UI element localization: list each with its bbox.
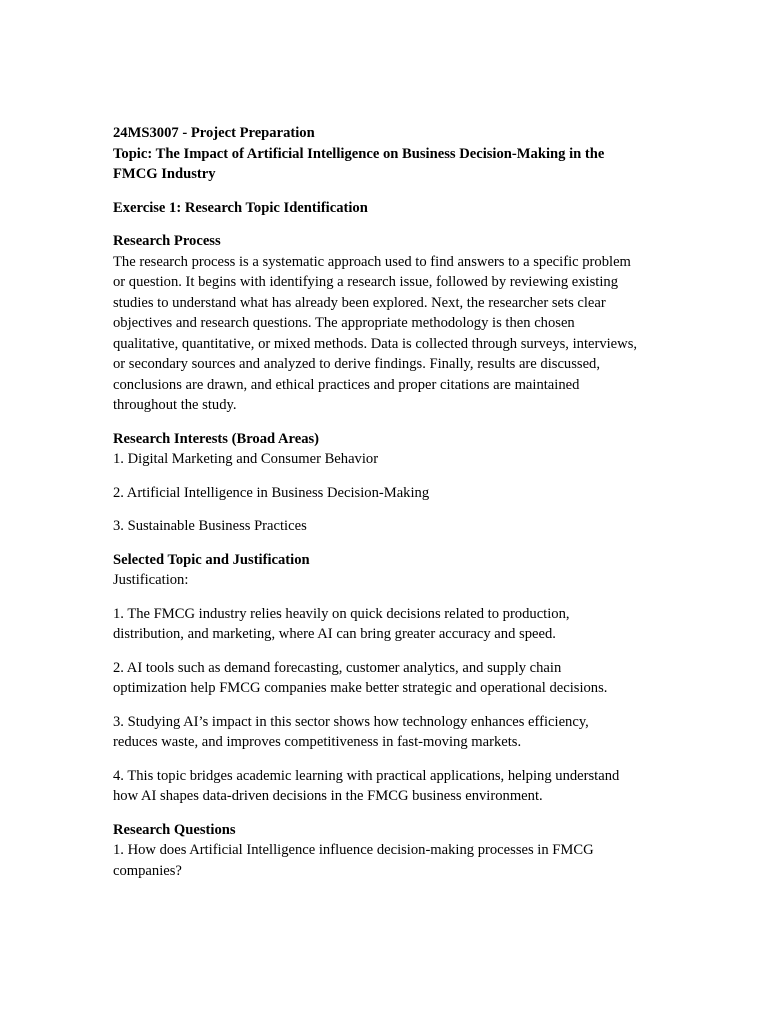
- justification-point-1: [113, 604, 658, 645]
- justification-point-4: [113, 766, 658, 807]
- justification-line: 1. The FMCG industry relies heavily on quick decisions related to production,: [113, 605, 570, 622]
- justification-line: optimization help FMCG companies make better strategic and operational decisions.: [113, 680, 608, 696]
- topic-title-line-1: Topic: The Impact of Artificial Intelligence on Business Decision-Making in the: [113, 145, 605, 162]
- selected-topic-section: [113, 550, 658, 591]
- justification-line: distribution, and marketing, where AI can bring greater accuracy and speed.: [113, 626, 556, 642]
- justification-line: reduces waste, and improves competitiveness in fast-moving markets.: [113, 734, 522, 750]
- exercise-section: [113, 198, 658, 219]
- research-process-line: conclusions are drawn, and ethical practices and proper citations are maintained: [113, 376, 580, 393]
- research-question-1-line-1: 1. How does Artificial Intelligence influence decision-making processes in FMCG: [113, 842, 594, 858]
- justification-line: how AI shapes data-driven decisions in the FMCG business environment.: [113, 788, 543, 804]
- document-header: [113, 123, 658, 185]
- research-process-line: objectives and research questions. The appropriate methodology is then chosen: [113, 315, 575, 331]
- interest-item-block: [113, 483, 658, 504]
- research-question-1-line-2: companies?: [113, 862, 182, 879]
- justification-point-3: [113, 712, 658, 753]
- interest-item-1: 1. Digital Marketing and Consumer Behavior: [113, 451, 379, 467]
- selected-topic-heading: Selected Topic and Justification: [113, 551, 310, 568]
- research-process-line: The research process is a systematic approach used to find answers to a specific problem: [113, 253, 631, 270]
- exercise-heading: Exercise 1: Research Topic Identification: [113, 199, 368, 216]
- document-page: [113, 123, 658, 894]
- research-process-line: studies to understand what has already been explored. Next, the researcher sets clear: [113, 294, 606, 311]
- justification-line: 2. AI tools such as demand forecasting, customer analytics, and supply chain: [113, 659, 562, 676]
- interest-item-block: [113, 516, 658, 537]
- research-interests-section: [113, 429, 658, 470]
- research-interests-heading: Research Interests (Broad Areas): [113, 430, 320, 447]
- research-questions-heading: Research Questions: [113, 821, 236, 838]
- research-process-line: throughout the study.: [113, 397, 237, 413]
- research-questions-section: [113, 820, 658, 882]
- justification-label: Justification:: [113, 572, 189, 588]
- justification-line: 4. This topic bridges academic learning with practical applications, helping understand: [113, 767, 620, 784]
- justification-point-2: [113, 658, 658, 699]
- research-process-line: or secondary sources and analyzed to derive findings. Finally, results are discussed,: [113, 356, 600, 372]
- research-process-line: or question. It begins with identifying a research issue, followed by reviewing existing: [113, 274, 618, 290]
- topic-title-line-2: FMCG Industry: [113, 166, 216, 182]
- justification-line: 3. Studying AI’s impact in this sector shows how technology enhances efficiency,: [113, 713, 589, 730]
- interest-item-2: 2. Artificial Intelligence in Business Decision-Making: [113, 484, 430, 501]
- interest-item-3: 3. Sustainable Business Practices: [113, 518, 307, 534]
- research-process-heading: Research Process: [113, 233, 221, 249]
- research-process-section: [113, 231, 658, 416]
- course-title: 24MS3007 - Project Preparation: [113, 125, 315, 141]
- research-process-line: qualitative, quantitative, or mixed methods. Data is collected through surveys, interviews,: [113, 335, 638, 352]
